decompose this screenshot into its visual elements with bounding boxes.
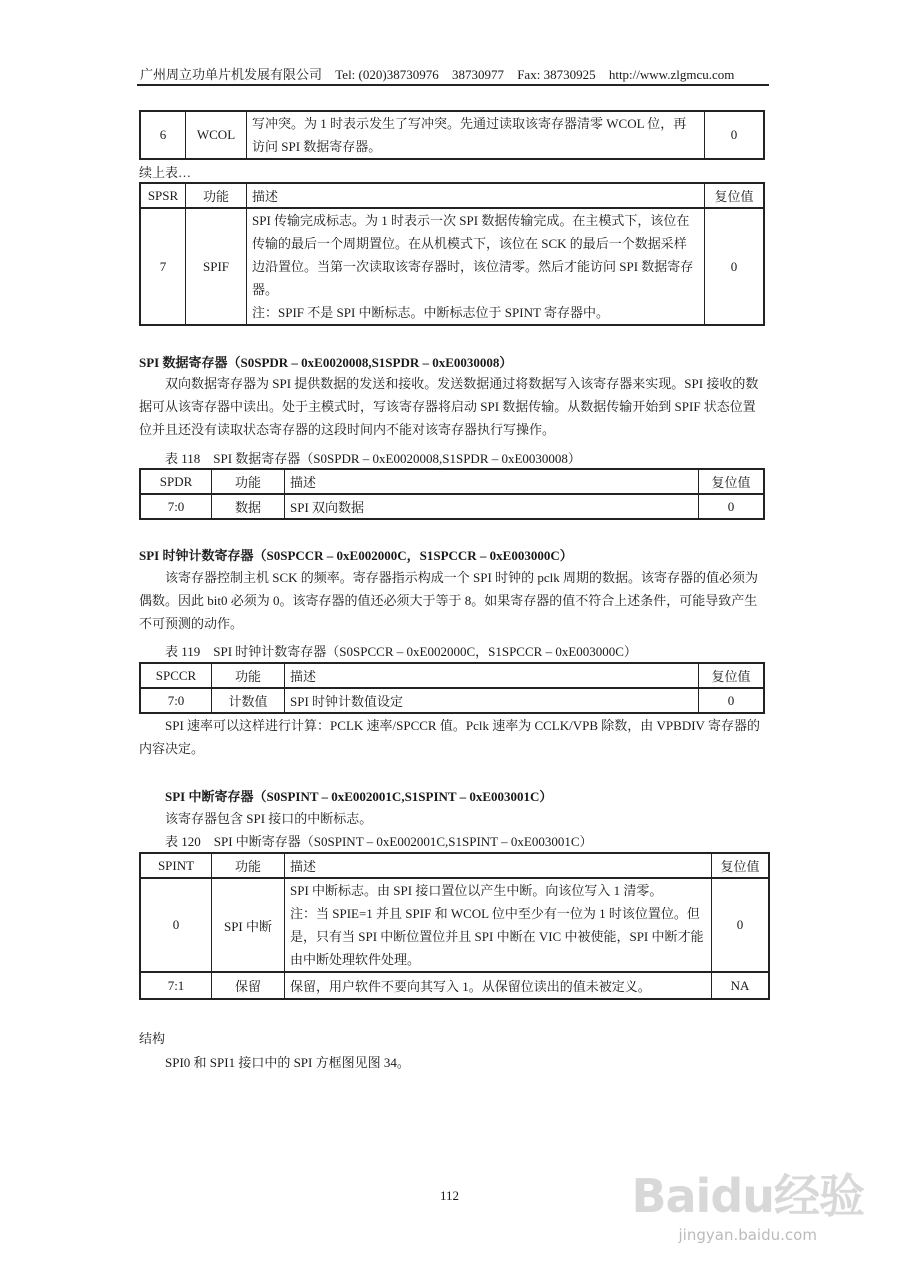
cell-desc [247,208,705,325]
header-url: http://www.zlgmcu.com [608,67,735,82]
paragraph-spccr: 该寄存器控制主机 SCK 的频率。寄存器指示构成一个 SPI 时钟的 pclk 周期的数据。该寄存器的值必须为偶数。因此 bit0 必须为 0。该寄存器的值还必须大于等于 8。如果寄存器的值不符合上述条件，可能导致产生不可预测的动作。 [139,570,758,631]
cell-bit: 7:0 [140,494,212,519]
table-caption-118: 表 118 SPI 数据寄存器（S0SPDR – 0xE0020008,S1SPDR – 0xE0030008） [165,451,581,466]
section-heading-spccr: SPI 时钟计数寄存器（S0SPCCR – 0xE002000C，S1SPCCR – 0xE003000C） [139,548,573,563]
spsr-table-continued [139,110,765,160]
cell-reset: 0 [705,111,765,159]
table-header [140,663,764,688]
header-tel: Tel: (020)38730976 [335,67,439,82]
cell-desc: SPI 双向数据 [285,494,699,519]
header-cell: 复位值 [712,853,770,878]
company-name: 广州周立功单片机发展有限公司 [140,67,323,82]
cell-func: WCOL [186,111,247,159]
cell-bit: 7:1 [140,972,212,999]
header-cell: 功能 [212,663,285,688]
table-row [140,878,769,972]
desc-note: 注：当 SPIE=1 并且 SPIF 和 WCOL 位中至少有一位为 1 时该位置位。但是，只有当 SPI 中断位置位并且 SPI 中断在 VIC 中被使能，SPI 中断才能由中断处理软件处理。 [290,906,704,967]
desc-text: SPI 传输完成标志。为 1 时表示一次 SPI 数据传输完成。在主模式下，该位在传输的最后一个周期置位。在从机模式下，该位在 SCK 的最后一个数据采样边沿置位。当第一次读取该寄存器时，该位清零。然后才能访问 SPI 数据寄存器。 [252,213,694,297]
table-header [140,469,764,494]
header-cell: 功能 [212,469,285,494]
watermark-url: jingyan.baidu.com [678,1226,817,1244]
header-cell: 功能 [186,183,247,208]
spint-table [139,852,770,1000]
table-caption-119: 表 119 SPI 时钟计数寄存器（S0SPCCR – 0xE002000C，S1SPCCR – 0xE003000C） [165,644,637,659]
header-cell: 描述 [285,853,712,878]
table-caption-120: 表 120 SPI 中断寄存器（S0SPINT – 0xE002001C,S1SPINT – 0xE003001C） [165,834,593,849]
desc-text: SPI 中断标志。由 SPI 接口置位以产生中断。向该位写入 1 清零。 [290,883,663,898]
header-cell: 复位值 [705,183,765,208]
continued-label: 续上表… [139,165,192,180]
cell-func: SPI 中断 [212,878,285,972]
table-header [140,853,769,878]
paragraph-spdr: 双向数据寄存器为 SPI 提供数据的发送和接收。发送数据通过将数据写入该寄存器来实现。SPI 接收的数据可从该寄存器中读出。处于主模式时，写该寄存器将启动 SPI 数据传输。从数据传输开始到 SPIF 状态位置位并且还没有读取状态寄存器的这段时间内不能对该寄存器执行写操作。 [139,376,759,437]
cell-reset: NA [712,972,770,999]
section-heading-spdr: SPI 数据寄存器（S0SPDR – 0xE0020008,S1SPDR – 0xE0030008） [139,355,513,370]
table-row [140,494,764,519]
table-row [140,972,769,999]
cell-reset: 0 [699,494,765,519]
cell-reset: 0 [705,208,765,325]
baidu-watermark [631,1160,864,1244]
header-cell: SPCCR [140,663,212,688]
cell-bit: 6 [140,111,186,159]
page-header [140,64,768,83]
cell-desc [285,878,712,972]
table-header [140,183,764,208]
header-cell: 功能 [212,853,285,878]
cell-desc: SPI 时钟计数值设定 [285,688,699,713]
cell-func: SPIF [186,208,247,325]
table-row [140,208,764,325]
header-cell: 描述 [285,663,699,688]
section-heading-spint: SPI 中断寄存器（S0SPINT – 0xE002001C,S1SPINT – 0xE003001C） [165,789,553,804]
cell-desc: 写冲突。为 1 时表示发生了写冲突。先通过读取该寄存器清零 WCOL 位，再访问 SPI 数据寄存器。 [247,111,705,159]
spdr-table [139,468,765,520]
header-cell: 描述 [285,469,699,494]
header-cell: 复位值 [699,663,765,688]
desc-note: 注：SPIF 不是 SPI 中断标志。中断标志位于 SPINT 寄存器中。 [252,305,609,320]
spsr-table [139,182,765,326]
cell-func: 数据 [212,494,285,519]
page-number: 112 [440,1188,460,1203]
cell-func: 保留 [212,972,285,999]
watermark-logo: Baidu经验 [631,1169,864,1223]
header-cell: SPDR [140,469,212,494]
table-row [140,111,764,159]
cell-bit: 0 [140,878,212,972]
paragraph-spint: 该寄存器包含 SPI 接口的中断标志。 [165,811,373,826]
cell-desc: 保留，用户软件不要向其写入 1。从保留位读出的值未被定义。 [285,972,712,999]
header-tel2: 38730977 [451,67,504,82]
section-heading-structure: 结构 [139,1031,166,1046]
spccr-table [139,662,765,714]
header-cell: SPINT [140,853,212,878]
header-fax: Fax: 38730925 [517,67,596,82]
header-rule [137,84,769,86]
cell-bit: 7 [140,208,186,325]
paragraph-structure: SPI0 和 SPI1 接口中的 SPI 方框图见图 34。 [165,1055,410,1070]
paragraph-spi-rate: SPI 速率可以这样进行计算：PCLK 速率/SPCCR 值。Pclk 速率为 CCLK/VPB 除数，由 VPBDIV 寄存器的内容决定。 [139,718,760,756]
header-cell: 描述 [247,183,705,208]
header-cell: 复位值 [699,469,765,494]
cell-func: 计数值 [212,688,285,713]
cell-reset: 0 [699,688,765,713]
table-row [140,688,764,713]
header-cell: SPSR [140,183,186,208]
cell-reset: 0 [712,878,770,972]
cell-bit: 7:0 [140,688,212,713]
